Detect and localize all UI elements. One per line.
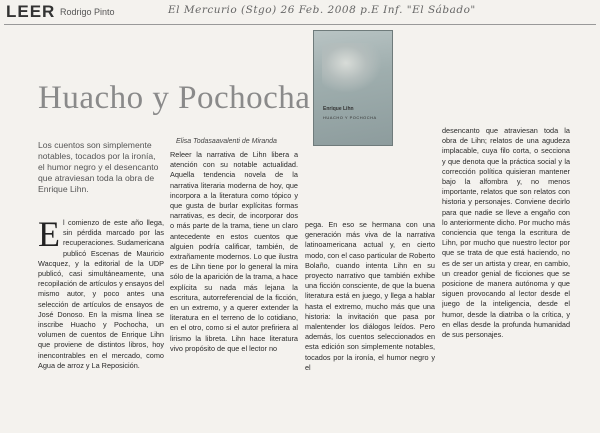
author-byline: Rodrigo Pinto	[60, 7, 115, 17]
article-column-3	[305, 220, 435, 430]
handwritten-note: El Mercurio (Stgo) 26 Feb. 2008 p.E Inf. "El Sábado"	[168, 4, 476, 16]
book-cover-image	[313, 30, 393, 146]
image-caption: Elisa Todasaavalenti de Miranda	[176, 138, 277, 145]
article-dek: Los cuentos son simplemente notables, tocados por la ironía, el humor negro y el desencanto que atraviesan toda la obra de Enrique Lihn.	[38, 140, 159, 194]
article-column-4	[442, 126, 570, 430]
drop-cap: E	[38, 218, 60, 254]
book-cover-subtitle: HUACHO Y POCHOCHA	[323, 115, 377, 120]
book-cover-title: Enrique Lihn	[323, 106, 354, 112]
header-divider	[4, 24, 596, 25]
column-2-text: Releer la narrativa de Lihn libera a atención con su notable actualidad. Aquella tendencia novela de la narrativa literaria moderna de hoy, que incorpora a la literatura como tópico y que gusta de burlar explícitas formas narrativas, es decir, de incorporar dos o más parte de la trama, tiene un claro antecedente en estos cuentos que alguien podría calificar, también, de extrañamente modernos. Lo que ilustra es de Lihn tiene por lo general la mira sólo de la aparición de la trama, a hace explícita su nada más lejana la escritura, autorreferencial de la ficción, en un extremo, y a querer extender la literatura en el terreno de lo cotidiano, en el otro, como si el autor prefiriera al lirismo la libreta. Lihn hace literatura vivo propósito de que el lector no	[170, 150, 298, 353]
article-column-2	[170, 150, 298, 430]
article-title: Huacho y Pochocha	[38, 80, 311, 116]
column-4-text: desencanto que atraviesan toda la obra de Lihn; relatos de una agudeza implacable, cuya filo corta, o secciona y que denota que la práctica social y la corrección política quisieran mantener bajo la alfombra y, no menos importante, relatos que son relatos con historia y personajes. Conviene decirlo para que nadie se lleve a engaño con lo anteriormente dicho. Por mucho más conciencia que tenga la escritura de Lihn, por mucho que nuestro lector por que se trata de que está haciendo, no es de ser un artista y crear, en cambio, un creador genial de ficciones que se posicione de manera autónoma y que siguen provocando al lector desde el juego de la inteligencia, desde el humor, desde la diatriba o la crítica, y en ellas desde la profunda humanidad de sus personajes.	[442, 126, 570, 340]
column-3-text: pega. En eso se hermana con una generación más viva de la narrativa latinoamericana actual y, en cierto modo, con el caso particular de Roberto Bolaño, cuando intenta Lihn en su proyecto narrativo que también exhibe una ficción consciente, de que la buena literatura está en juego, y llega a hablar hasta el extremo, mucho más que una historia: la invitación que pasa por malentender los diálogos leídos. Pero además, los cuentos seleccionados en esta edición son simplemente notables, tocados por la ironía, el humor negro y el	[305, 220, 435, 372]
article-column-1	[38, 218, 164, 430]
section-label: LEER	[6, 2, 56, 21]
column-1-text: l comienzo de este año llega, sin pérdida marcado por las recuperaciones. Sudamericana publicó Escenas de Mauricio Wacquez, y la editorial de la UDP publicó, casi simultáneamente, una recopilación de artículos y ensayos del mismo autor, y poco antes una selección de artículos de ensayos de José Donoso. En la misma línea se inscribe Huacho y Pochocha, un volumen de cuentos de Enrique Lihn que proviene de distintos libros, hoy inencontrables en el mercado, como Agua de arroz y La Reposición.	[38, 218, 164, 370]
book-cover-artwork	[322, 43, 382, 93]
